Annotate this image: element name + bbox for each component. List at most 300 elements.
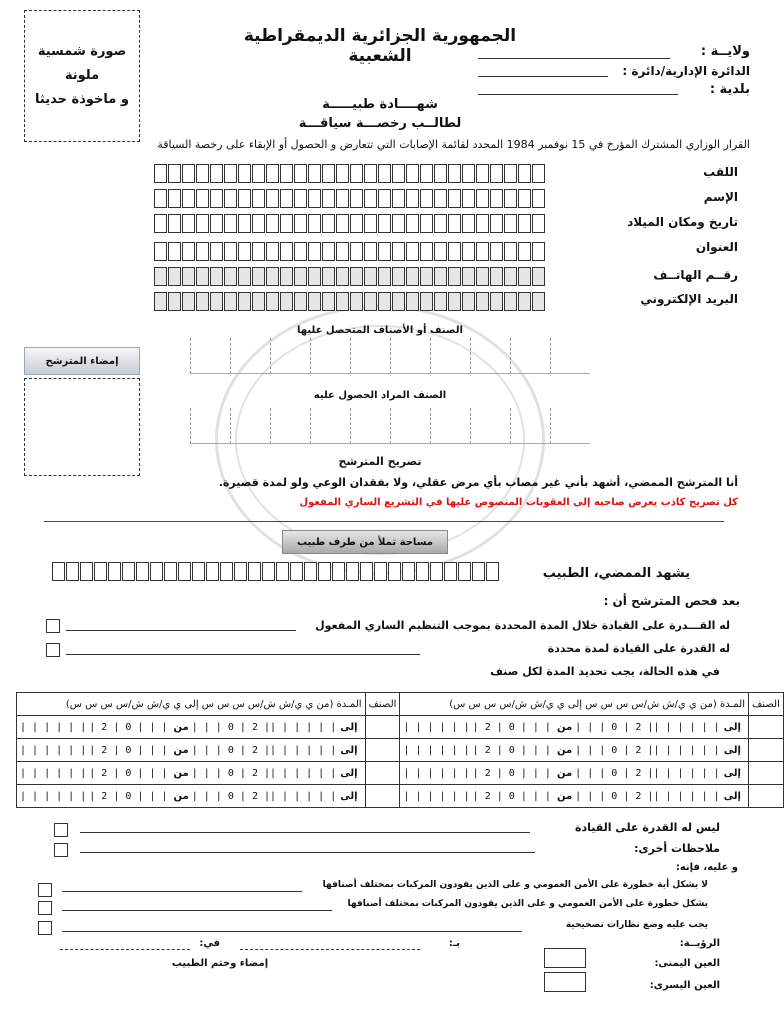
letter-cell[interactable] — [448, 164, 461, 183]
duration-cell[interactable] — [17, 785, 366, 808]
category-cell[interactable] — [510, 408, 550, 444]
letter-cell[interactable] — [332, 562, 345, 581]
letter-cell[interactable] — [304, 562, 317, 581]
letter-cell[interactable] — [458, 562, 471, 581]
letter-cell[interactable] — [406, 164, 419, 183]
option-fit-limited-checkbox[interactable] — [46, 643, 60, 657]
letter-cell[interactable] — [378, 214, 391, 233]
result-danger-checkbox[interactable] — [38, 901, 52, 915]
letter-cell[interactable] — [518, 292, 531, 311]
category-cell[interactable] — [230, 408, 270, 444]
letter-cell[interactable] — [294, 242, 307, 261]
letter-cell[interactable] — [308, 189, 321, 208]
letter-cell[interactable] — [378, 292, 391, 311]
letter-cell[interactable] — [350, 267, 363, 286]
category-cell[interactable] — [190, 408, 230, 444]
letter-cell[interactable] — [462, 214, 475, 233]
letter-cell[interactable] — [266, 164, 279, 183]
letter-cell[interactable] — [420, 189, 433, 208]
category-cell[interactable] — [749, 762, 784, 785]
letter-cell[interactable] — [220, 562, 233, 581]
letter-cell[interactable] — [364, 189, 377, 208]
letter-cell[interactable] — [378, 164, 391, 183]
letter-cell[interactable] — [224, 292, 237, 311]
duration-cell[interactable] — [400, 716, 749, 739]
photo-box — [24, 10, 140, 142]
letter-cell[interactable] — [154, 214, 167, 233]
duration-date-prefix: | | | | | | — [403, 721, 470, 733]
option-fit-full-checkbox[interactable] — [46, 619, 60, 633]
letter-cell[interactable] — [364, 267, 377, 286]
letter-cell[interactable] — [80, 562, 93, 581]
duration-to: إلى — [723, 744, 741, 756]
letter-cell[interactable] — [182, 214, 195, 233]
category-cell[interactable] — [365, 739, 400, 762]
letter-cell[interactable] — [280, 214, 293, 233]
letter-cell[interactable] — [196, 242, 209, 261]
letter-cell[interactable] — [364, 164, 377, 183]
category-cell[interactable] — [390, 338, 430, 374]
letter-cell[interactable] — [364, 214, 377, 233]
category-cell[interactable] — [270, 408, 310, 444]
in-case-text: في هذه الحالة، يجب تحديد المدة لكل صنف — [490, 665, 720, 678]
letter-cell[interactable] — [336, 214, 349, 233]
letter-cell[interactable] — [164, 562, 177, 581]
field-surname-label: اللقب — [703, 165, 738, 179]
letter-cell[interactable] — [266, 214, 279, 233]
duration-cell[interactable] — [17, 716, 366, 739]
duration-year-prefix: | 2 | 0 | | | — [472, 721, 551, 733]
letter-cell[interactable] — [252, 292, 265, 311]
section-divider — [44, 521, 724, 522]
letter-cell[interactable] — [210, 189, 223, 208]
letter-cell[interactable] — [350, 214, 363, 233]
letter-cell[interactable] — [504, 267, 517, 286]
letter-cell[interactable] — [388, 562, 401, 581]
letter-cell[interactable] — [210, 214, 223, 233]
letter-cell[interactable] — [280, 189, 293, 208]
field-address-cells[interactable] — [154, 242, 545, 261]
letter-cell[interactable] — [192, 562, 205, 581]
letter-cell[interactable] — [182, 242, 195, 261]
field-birth-cells[interactable] — [154, 214, 545, 233]
letter-cell[interactable] — [210, 292, 223, 311]
category-cell[interactable] — [365, 785, 400, 808]
letter-cell[interactable] — [94, 562, 107, 581]
letter-cell[interactable] — [406, 267, 419, 286]
category-cell[interactable] — [365, 716, 400, 739]
letter-cell[interactable] — [154, 292, 167, 311]
letter-cell[interactable] — [434, 242, 447, 261]
letter-cell[interactable] — [266, 189, 279, 208]
category-cell[interactable] — [390, 408, 430, 444]
letter-cell[interactable] — [294, 267, 307, 286]
left-eye-label: العين اليسرى: — [649, 980, 720, 991]
other-notes-line[interactable] — [80, 852, 535, 853]
letter-cell[interactable] — [252, 214, 265, 233]
category-cell[interactable] — [550, 338, 590, 374]
duration-year-prefix: | 2 | 0 | | | — [191, 790, 271, 802]
letter-cell[interactable] — [168, 242, 181, 261]
letter-cell[interactable] — [378, 189, 391, 208]
letter-cell[interactable] — [392, 189, 405, 208]
letter-cell[interactable] — [434, 267, 447, 286]
letter-cell[interactable] — [196, 189, 209, 208]
letter-cell[interactable] — [448, 267, 461, 286]
category-cell[interactable] — [310, 338, 350, 374]
letter-cell[interactable] — [280, 242, 293, 261]
duration-to: إلى — [340, 744, 358, 756]
letter-cell[interactable] — [66, 562, 79, 581]
letter-cell[interactable] — [490, 242, 503, 261]
category-cell[interactable] — [749, 739, 784, 762]
letter-cell[interactable] — [224, 242, 237, 261]
letter-cell[interactable] — [406, 292, 419, 311]
letter-cell[interactable] — [168, 189, 181, 208]
letter-cell[interactable] — [350, 242, 363, 261]
letter-cell[interactable] — [434, 164, 447, 183]
categories-held-cells[interactable] — [190, 338, 590, 374]
letter-cell[interactable] — [210, 242, 223, 261]
not-fit-text: ليس له القدرة على القيادة — [575, 821, 720, 834]
letter-cell[interactable] — [504, 292, 517, 311]
letter-cell[interactable] — [238, 189, 251, 208]
category-cell[interactable] — [470, 408, 510, 444]
letter-cell[interactable] — [182, 267, 195, 286]
category-cell[interactable] — [230, 338, 270, 374]
letter-cell[interactable] — [336, 242, 349, 261]
letter-cell[interactable] — [420, 214, 433, 233]
duration-year-prefix: | 2 | 0 | | | — [191, 744, 271, 756]
letter-cell[interactable] — [532, 189, 545, 208]
letter-cell[interactable] — [262, 562, 275, 581]
letter-cell[interactable] — [490, 267, 503, 286]
letter-cell[interactable] — [518, 267, 531, 286]
letter-cell[interactable] — [490, 189, 503, 208]
letter-cell[interactable] — [196, 267, 209, 286]
letter-cell[interactable] — [280, 267, 293, 286]
letter-cell[interactable] — [308, 164, 321, 183]
letter-cell[interactable] — [532, 292, 545, 311]
letter-cell[interactable] — [462, 189, 475, 208]
daira-line[interactable] — [478, 76, 608, 77]
category-cell[interactable] — [430, 338, 470, 374]
letter-cell[interactable] — [336, 267, 349, 286]
declaration-text: أنا المترشح الممضي، أشهد بأني غير مصاب بأي مرض عقلي، ولا بفقدان الوعي ولو لمدة قصيرة. — [218, 476, 738, 489]
letter-cell[interactable] — [448, 189, 461, 208]
letter-cell[interactable] — [444, 562, 457, 581]
category-cell[interactable] — [270, 338, 310, 374]
letter-cell[interactable] — [434, 189, 447, 208]
letter-cell[interactable] — [238, 292, 251, 311]
doctor-signature-label: إمضاء وختم الطبيب — [171, 958, 269, 969]
duration-date-prefix: | | | | | | — [403, 790, 470, 802]
letter-cell[interactable] — [182, 189, 195, 208]
letter-cell[interactable] — [402, 562, 415, 581]
field-phone-cells[interactable] — [154, 267, 545, 286]
duration-year-prefix: | 2 | 0 | | | — [191, 721, 271, 733]
letter-cell[interactable] — [420, 292, 433, 311]
duration-to: إلى — [723, 790, 741, 802]
letter-cell[interactable] — [518, 189, 531, 208]
letter-cell[interactable] — [378, 242, 391, 261]
letter-cell[interactable] — [252, 267, 265, 286]
letter-cell[interactable] — [252, 164, 265, 183]
letter-cell[interactable] — [350, 164, 363, 183]
letter-cell[interactable] — [266, 267, 279, 286]
letter-cell[interactable] — [336, 164, 349, 183]
letter-cell[interactable] — [238, 267, 251, 286]
letter-cell[interactable] — [266, 242, 279, 261]
duration-to: إلى — [340, 767, 358, 779]
right-eye-box[interactable] — [544, 948, 586, 968]
category-cell[interactable] — [510, 338, 550, 374]
commune-line[interactable] — [478, 94, 678, 95]
letter-cell[interactable] — [294, 214, 307, 233]
letter-cell[interactable] — [196, 214, 209, 233]
letter-cell[interactable] — [532, 214, 545, 233]
letter-cell[interactable] — [266, 292, 279, 311]
letter-cell[interactable] — [392, 292, 405, 311]
letter-cell[interactable] — [308, 267, 321, 286]
category-cell[interactable] — [550, 408, 590, 444]
letter-cell[interactable] — [472, 562, 485, 581]
letter-cell[interactable] — [476, 267, 489, 286]
letter-cell[interactable] — [476, 292, 489, 311]
letter-cell[interactable] — [154, 189, 167, 208]
letter-cell[interactable] — [360, 562, 373, 581]
letter-cell[interactable] — [504, 242, 517, 261]
letter-cell[interactable] — [406, 214, 419, 233]
duration-date-prefix: | | | | | | — [270, 721, 337, 733]
letter-cell[interactable] — [196, 164, 209, 183]
letter-cell[interactable] — [476, 164, 489, 183]
photo-label-line2: و ماخوذة حديثا — [35, 92, 129, 107]
letter-cell[interactable] — [490, 214, 503, 233]
category-cell[interactable] — [365, 762, 400, 785]
letter-cell[interactable] — [280, 164, 293, 183]
letter-cell[interactable] — [448, 292, 461, 311]
letter-cell[interactable] — [374, 562, 387, 581]
duration-year-prefix: | 2 | 0 | | | — [89, 790, 168, 802]
letter-cell[interactable] — [448, 214, 461, 233]
letter-cell[interactable] — [308, 242, 321, 261]
category-cell[interactable] — [350, 408, 390, 444]
letter-cell[interactable] — [224, 189, 237, 208]
at-line[interactable] — [240, 949, 420, 950]
letter-cell[interactable] — [224, 214, 237, 233]
letter-cell[interactable] — [234, 562, 247, 581]
letter-cell[interactable] — [518, 214, 531, 233]
letter-cell[interactable] — [518, 164, 531, 183]
category-cell[interactable] — [350, 338, 390, 374]
left-eye-box[interactable] — [544, 972, 586, 992]
letter-cell[interactable] — [168, 214, 181, 233]
letter-cell[interactable] — [154, 164, 167, 183]
letter-cell[interactable] — [504, 164, 517, 183]
option-fit-full-line — [66, 630, 296, 631]
letter-cell[interactable] — [322, 164, 335, 183]
duration-to: إلى — [723, 767, 741, 779]
letter-cell[interactable] — [490, 292, 503, 311]
letter-cell[interactable] — [210, 267, 223, 286]
letter-cell[interactable] — [210, 164, 223, 183]
letter-cell[interactable] — [420, 267, 433, 286]
result-no-danger-checkbox[interactable] — [38, 883, 52, 897]
category-cell[interactable] — [749, 716, 784, 739]
letter-cell[interactable] — [136, 562, 149, 581]
letter-cell[interactable] — [532, 242, 545, 261]
letter-cell[interactable] — [182, 292, 195, 311]
duration-from: من — [556, 790, 573, 802]
duration-date-prefix: | | | | | | — [270, 767, 337, 779]
letter-cell[interactable] — [168, 292, 181, 311]
on-line[interactable] — [60, 949, 190, 950]
option-fit-full: له القـــدرة على القيادة خلال المدة المحددة بموجب التنظيم الساري المفعول — [315, 619, 730, 632]
duration-cell[interactable] — [17, 762, 366, 785]
letter-cell[interactable] — [364, 242, 377, 261]
letter-cell[interactable] — [462, 242, 475, 261]
option-fit-limited-line — [66, 654, 420, 655]
letter-cell[interactable] — [392, 164, 405, 183]
letter-cell[interactable] — [290, 562, 303, 581]
duration-year-prefix: | 2 | 0 | | | — [472, 744, 551, 756]
category-cell[interactable] — [470, 338, 510, 374]
letter-cell[interactable] — [504, 214, 517, 233]
letter-cell[interactable] — [532, 267, 545, 286]
duration-to: إلى — [340, 790, 358, 802]
letter-cell[interactable] — [322, 267, 335, 286]
letter-cell[interactable] — [462, 164, 475, 183]
letter-cell[interactable] — [420, 242, 433, 261]
letter-cell[interactable] — [206, 562, 219, 581]
letter-cell[interactable] — [168, 267, 181, 286]
category-cell[interactable] — [749, 785, 784, 808]
letter-cell[interactable] — [476, 214, 489, 233]
letter-cell[interactable] — [434, 214, 447, 233]
duration-cell[interactable] — [400, 785, 749, 808]
letter-cell[interactable] — [318, 562, 331, 581]
letter-cell[interactable] — [294, 189, 307, 208]
letter-cell[interactable] — [350, 292, 363, 311]
letter-cell[interactable] — [308, 292, 321, 311]
letter-cell[interactable] — [154, 267, 167, 286]
letter-cell[interactable] — [150, 562, 163, 581]
duration-year-prefix: | 2 | 0 | | | — [89, 744, 168, 756]
letter-cell[interactable] — [462, 267, 475, 286]
letter-cell[interactable] — [378, 267, 391, 286]
letter-cell[interactable] — [178, 562, 191, 581]
field-name-cells[interactable] — [154, 189, 545, 208]
category-header: الصنف — [365, 693, 400, 716]
letter-cell[interactable] — [490, 164, 503, 183]
duration-year-prefix: | 2 | 0 | | | — [89, 721, 168, 733]
duration-date-prefix: | | | | | | — [20, 767, 87, 779]
letter-cell[interactable] — [182, 164, 195, 183]
field-surname-cells[interactable] — [154, 164, 545, 183]
letter-cell[interactable] — [476, 189, 489, 208]
letter-cell[interactable] — [280, 292, 293, 311]
letter-cell[interactable] — [108, 562, 121, 581]
duration-cell[interactable] — [400, 762, 749, 785]
letter-cell[interactable] — [52, 562, 65, 581]
letter-cell[interactable] — [406, 242, 419, 261]
letter-cell[interactable] — [154, 242, 167, 261]
duration-cell[interactable] — [400, 739, 749, 762]
duration-date-prefix: | | | | | | — [20, 790, 87, 802]
letter-cell[interactable] — [448, 242, 461, 261]
letter-cell[interactable] — [252, 189, 265, 208]
letter-cell[interactable] — [252, 242, 265, 261]
letter-cell[interactable] — [294, 292, 307, 311]
category-wanted-cells[interactable] — [190, 408, 590, 444]
duration-to: إلى — [340, 721, 358, 733]
letter-cell[interactable] — [224, 267, 237, 286]
letter-cell[interactable] — [322, 292, 335, 311]
letter-cell[interactable] — [248, 562, 261, 581]
letter-cell[interactable] — [346, 562, 359, 581]
letter-cell[interactable] — [168, 164, 181, 183]
duration-table-header — [17, 693, 784, 716]
letter-cell[interactable] — [476, 242, 489, 261]
letter-cell[interactable] — [518, 242, 531, 261]
category-cell[interactable] — [430, 408, 470, 444]
letter-cell[interactable] — [322, 189, 335, 208]
letter-cell[interactable] — [406, 189, 419, 208]
duration-cell[interactable] — [17, 739, 366, 762]
other-notes-checkbox[interactable] — [54, 843, 68, 857]
letter-cell[interactable] — [308, 214, 321, 233]
letter-cell[interactable] — [416, 562, 429, 581]
letter-cell[interactable] — [532, 164, 545, 183]
letter-cell[interactable] — [196, 292, 209, 311]
doctor-name-cells[interactable] — [52, 562, 499, 581]
letter-cell[interactable] — [238, 242, 251, 261]
not-fit-checkbox[interactable] — [54, 823, 68, 837]
letter-cell[interactable] — [420, 164, 433, 183]
letter-cell[interactable] — [392, 267, 405, 286]
letter-cell[interactable] — [322, 242, 335, 261]
letter-cell[interactable] — [392, 214, 405, 233]
letter-cell[interactable] — [504, 189, 517, 208]
letter-cell[interactable] — [462, 292, 475, 311]
letter-cell[interactable] — [238, 214, 251, 233]
letter-cell[interactable] — [392, 242, 405, 261]
letter-cell[interactable] — [276, 562, 289, 581]
letter-cell[interactable] — [294, 164, 307, 183]
letter-cell[interactable] — [336, 189, 349, 208]
letter-cell[interactable] — [122, 562, 135, 581]
field-email-cells[interactable] — [154, 292, 545, 311]
letter-cell[interactable] — [238, 164, 251, 183]
letter-cell[interactable] — [224, 164, 237, 183]
letter-cell[interactable] — [434, 292, 447, 311]
duration-date-prefix: | | | | | | — [653, 790, 720, 802]
letter-cell[interactable] — [336, 292, 349, 311]
duration-year-prefix: | 2 | 0 | | | — [575, 790, 654, 802]
letter-cell[interactable] — [322, 214, 335, 233]
letter-cell[interactable] — [350, 189, 363, 208]
letter-cell[interactable] — [486, 562, 499, 581]
result-glasses-checkbox[interactable] — [38, 921, 52, 935]
wilaya-line[interactable] — [478, 58, 670, 59]
categories-held-label: الصنف أو الأصناف المتحصل عليها — [297, 325, 463, 336]
letter-cell[interactable] — [364, 292, 377, 311]
category-cell[interactable] — [310, 408, 350, 444]
letter-cell[interactable] — [430, 562, 443, 581]
candidate-signature-box[interactable] — [24, 378, 140, 476]
category-cell[interactable] — [190, 338, 230, 374]
